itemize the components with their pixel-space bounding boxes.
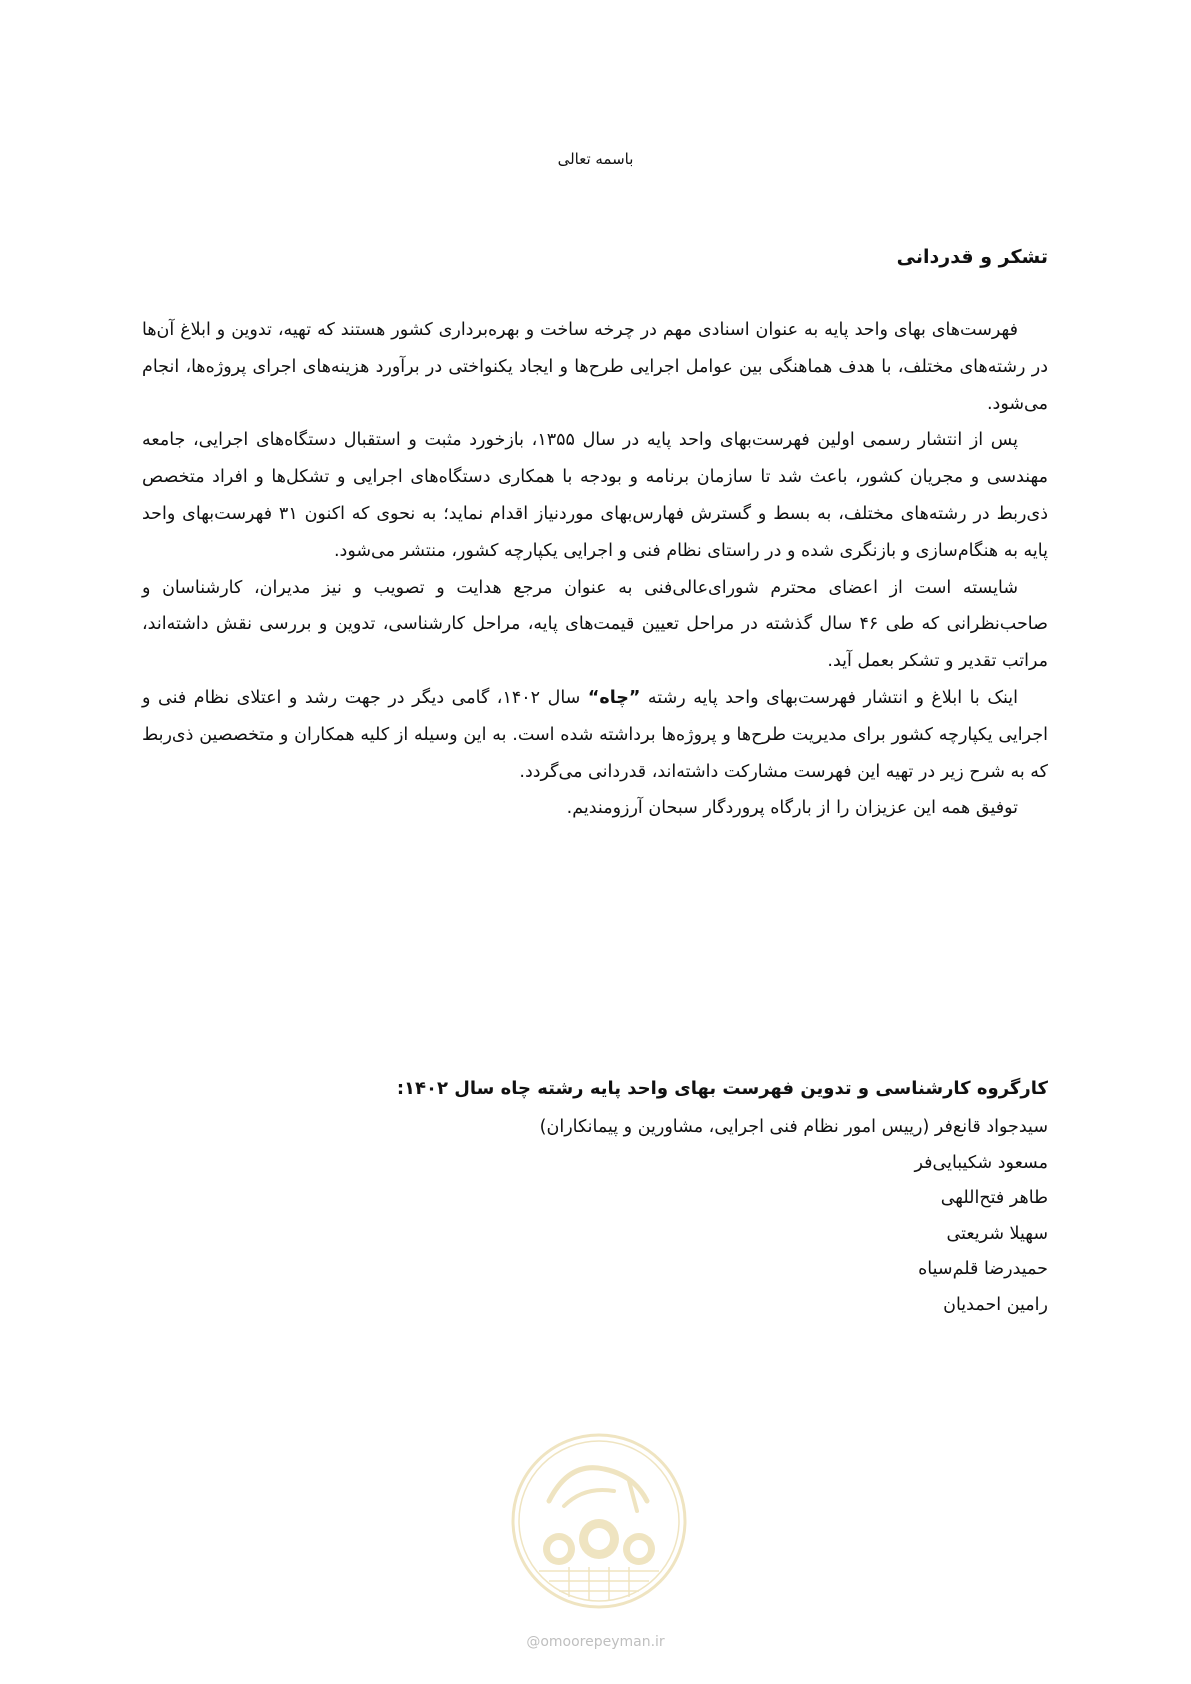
member-item: رامین احمدیان (943, 1294, 1048, 1315)
member-item: مسعود شکیبایی‌فر (914, 1152, 1048, 1173)
member-item: طاهر فتح‌اللهی (940, 1188, 1048, 1208)
basmala: باسمه تعالی (557, 150, 634, 168)
member-list (142, 1110, 1048, 1323)
watermark-url: @omoorepeyman.ir (526, 1634, 665, 1650)
closing-paragraph: توفیق همه این عزیزان را از بارگاه پروردگار سبحان آرزومندیم. (566, 798, 1018, 819)
paragraph-1: فهرست‌های بهای واحد پایه به عنوان اسنادی مهم در چرخه ساخت و بهره‌برداری کشور هستند که تهیه، تدوین و ابلاغ آن‌ها در رشته‌های مختلف، با هدف هماهنگی بین عوامل اجرایی طرح‌ها و ایجاد یکنواختی در برآورد هزینه‌های اجرای پروژه‌ها، انجام می‌شود. (142, 320, 1048, 414)
page-title: تشکر و قدردانی (896, 246, 1048, 268)
watermark-logo-icon (509, 1431, 689, 1611)
member-item: حمیدرضا قلم‌سیاه (918, 1259, 1048, 1279)
member-item: سهیلا شریعتی (946, 1223, 1048, 1244)
paragraph-2: پس از انتشار رسمی اولین فهرست‌بهای واحد پایه در سال ۱۳۵۵، بازخورد مثبت و استقبال دستگاه‌های اجرایی، جامعه مهندسی و مجریان کشور، باعث شد تا سازمان برنامه و بودجه با همکاری دستگاه‌های اجرایی و تشکل‌ها و افراد متخصص ذی‌ربط در رشته‌های مختلف، به بسط و گسترش فهارس‌بهای موردنیاز اقدام نماید؛ به نحوی که اکنون ۳۱ فهرست‌بهای واحد پایه به هنگام‌سازی و بازنگری شده و در راستای نظام فنی و اجرایی یکپارچه کشور، منتشر می‌شود. (142, 430, 1048, 561)
paragraph-3: شایسته است از اعضای محترم شورای‌عالی‌فنی به عنوان مرجع هدایت و تصویب و نیز مدیران، کارشناسان و صاحب‌نظرانی که طی ۴۶ سال گذشته در مراحل تعیین قیمت‌های پایه، مراحل کارشناسی، تدوین و بررسی نقش داشته‌اند، مراتب تقدیر و تشکر بعمل آید. (142, 577, 1048, 672)
paragraph-4 (142, 680, 1048, 790)
workgroup-title: کارگروه کارشناسی و تدوین فهرست بهای واحد پایه رشته چاه سال ۱۴۰۲: (396, 1078, 1048, 1099)
acknowledgement-body (142, 312, 1048, 827)
paragraph-4-part-1: اینک با ابلاغ و انتشار فهرست‌بهای واحد پایه رشته (640, 687, 1018, 708)
field-name-bold: ”چاه“ (587, 687, 641, 708)
member-item: سیدجواد قانع‌فر (رییس امور نظام فنی اجرایی، مشاورین و پیمانکاران) (539, 1117, 1048, 1137)
workgroup-section (142, 1072, 1048, 1323)
paragraph-4-part-2: سال ۱۴۰۲، گامی دیگر در جهت رشد و اعتلای نظام فنی و اجرایی یکپارچه کشور برای مدیریت طرح‌ها و پروژه‌ها برداشته شده است. به این وسیله از کلیه همکاران و متخصصین ذی‌ربط که به شرح زیر در تهیه این فهرست مشارکت داشته‌اند، قدردانی می‌گردد. (142, 687, 1048, 782)
